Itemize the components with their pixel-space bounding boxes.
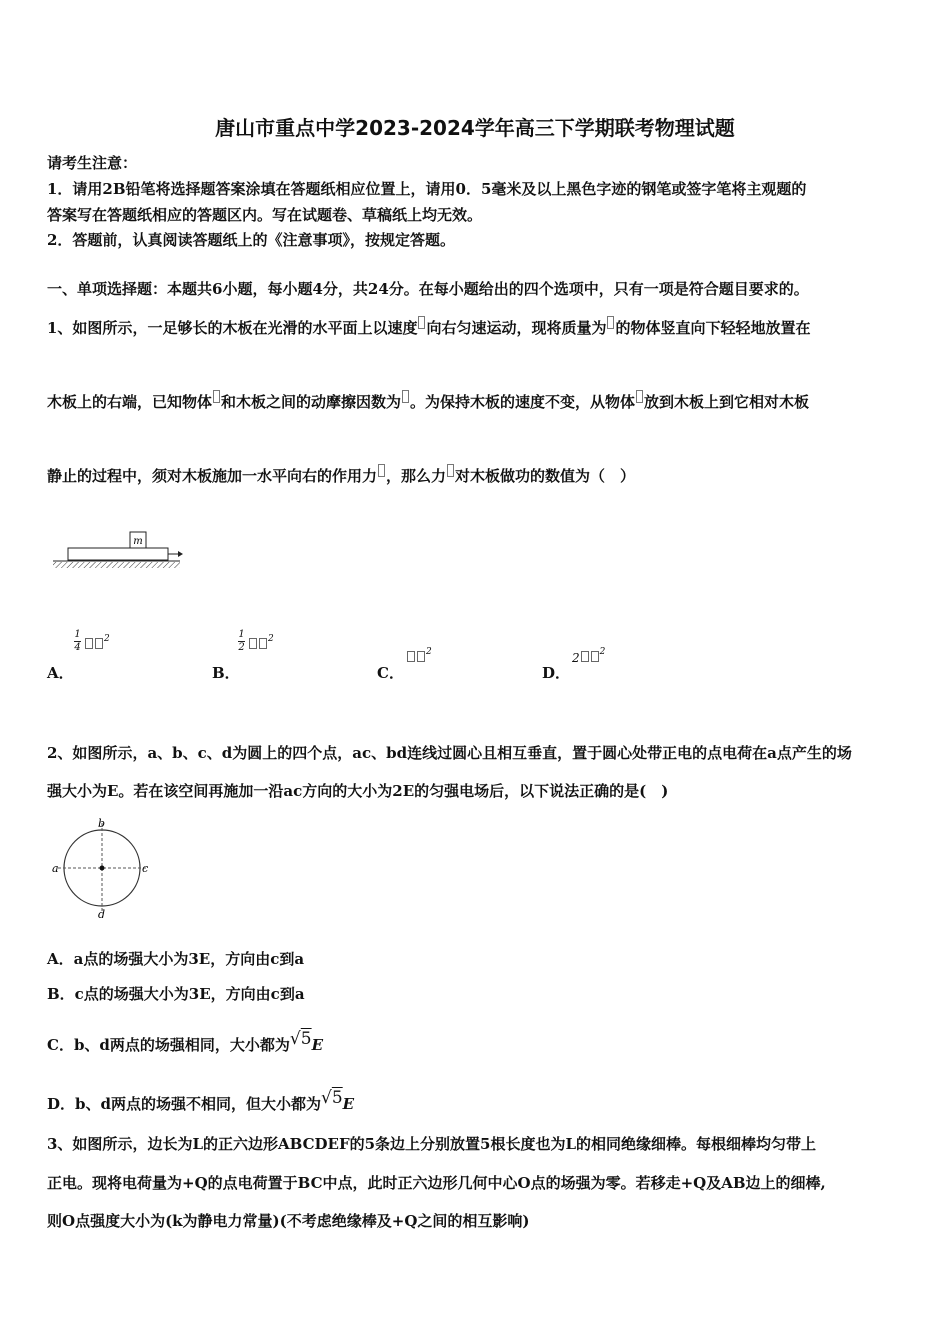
notice-heading: 请考生注意：	[47, 154, 138, 172]
point-c-label: c	[142, 862, 149, 875]
q1-option-a-formula: 2	[84, 634, 110, 652]
formula-placeholder-icon	[378, 464, 385, 477]
q1-option-d-formula: 2 $^2$	[572, 647, 606, 665]
section-heading: 一、单项选择题：本题共6小题，每小题4分，共24分。在每小题给出的四个选项中，只有一项是符合题目要求的。	[47, 280, 809, 298]
formula-placeholder-icon	[259, 638, 267, 649]
ground-hatch	[53, 562, 180, 568]
center-charge-dot	[100, 866, 105, 871]
notice-line-2: 答案写在答题纸相应的答题区内。写在试题卷、草稿纸上均无效。	[47, 206, 483, 224]
q1-line-1: 1、如图所示，一足够长的木板在光滑的水平面上以速度 向右匀速运动，现将质量为 的物体竖直向下轻轻地放置在	[47, 316, 810, 338]
notice-line-1: 1．请用2B铅笔将选择题答案涂填在答题纸相应位置上，请用0．5毫米及以上黑色字迹的钢笔或签字笔将主观题的	[47, 180, 807, 198]
point-d-label: d	[98, 908, 106, 921]
point-a-label: a	[52, 862, 59, 875]
q3-line-3: 则O点强度大小为(k为静电力常量)(不考虑绝缘棒及+Q之间的相互影响)	[47, 1212, 530, 1230]
formula-placeholder-icon	[591, 651, 599, 662]
q1-option-b-label: B．	[212, 664, 240, 682]
q2-option-d: D．b、d两点的场强不相同，但大小都为√5E	[47, 1088, 355, 1113]
q1-option-c-formula: 2	[406, 647, 432, 665]
q1-option-a-fraction: 1 4	[74, 629, 81, 653]
formula-placeholder-icon	[636, 390, 643, 403]
q1-option-c-label: C．	[377, 664, 404, 682]
formula-placeholder-icon	[402, 390, 409, 403]
board-block-figure	[50, 528, 185, 574]
q1-option-b-formula: 2	[248, 634, 274, 652]
sqrt-symbol: √5	[321, 1088, 343, 1108]
formula-placeholder-icon	[213, 390, 220, 403]
q2-option-a: A．a点的场强大小为3E，方向由c到a	[47, 950, 305, 968]
formula-placeholder-icon	[581, 651, 589, 662]
formula-placeholder-icon	[417, 651, 425, 662]
formula-placeholder-icon	[249, 638, 257, 649]
point-b-label: b	[98, 817, 106, 830]
notice-line-3: 2．答题前，认真阅读答题纸上的《注意事项》，按规定答题。	[47, 231, 455, 249]
q1-option-a-label: A．	[47, 664, 74, 682]
q1-line-2: 木板上的右端，已知物体 和木板之间的动摩擦因数为 。为保持木板的速度不变，从物体 放到木板上到它相对木板	[47, 390, 809, 412]
block-label: m	[133, 536, 143, 547]
q3-line-1: 3、如图所示，边长为L的正六边形ABCDEF的5条边上分别放置5根长度也为L的相同绝缘细棒。每根细棒均匀带上	[47, 1135, 817, 1153]
q2-line-1: 2、如图所示，a、b、c、d为圆上的四个点，ac、bd连线过圆心且相互垂直，置于圆心处带正电的点电荷在a点产生的场	[47, 744, 852, 762]
formula-placeholder-icon	[95, 638, 103, 649]
circle-figure	[48, 815, 158, 921]
formula-placeholder-icon	[607, 316, 614, 329]
formula-placeholder-icon	[407, 651, 415, 662]
q2-option-b: B．c点的场强大小为3E，方向由c到a	[47, 985, 305, 1003]
arrow-head-icon	[178, 551, 183, 557]
q1-option-b-fraction: 1 2	[238, 629, 245, 653]
q2-option-c: C．b、d两点的场强相同，大小都为√5E	[47, 1029, 324, 1054]
q3-line-2: 正电。现将电荷量为+Q的点电荷置于BC中点，此时正六边形几何中心O点的场强为零。若移走+Q及AB边上的细棒,	[47, 1174, 826, 1192]
sqrt-symbol: √5	[289, 1029, 312, 1049]
q1-option-d-label: D．	[542, 664, 571, 682]
formula-placeholder-icon	[418, 316, 425, 329]
board-shape	[68, 548, 168, 560]
q2-line-2: 强大小为E。若在该空间再施加一沿ac方向的大小为2E的匀强电场后，以下说法正确的是( )	[47, 782, 669, 800]
page-title: 唐山市重点中学2023-2024学年高三下学期联考物理试题	[215, 116, 735, 140]
formula-placeholder-icon	[85, 638, 93, 649]
q1-line-3: 静止的过程中，须对木板施加一水平向右的作用力 ，那么力 对木板做功的数值为（ ）	[47, 464, 635, 486]
formula-placeholder-icon	[447, 464, 454, 477]
